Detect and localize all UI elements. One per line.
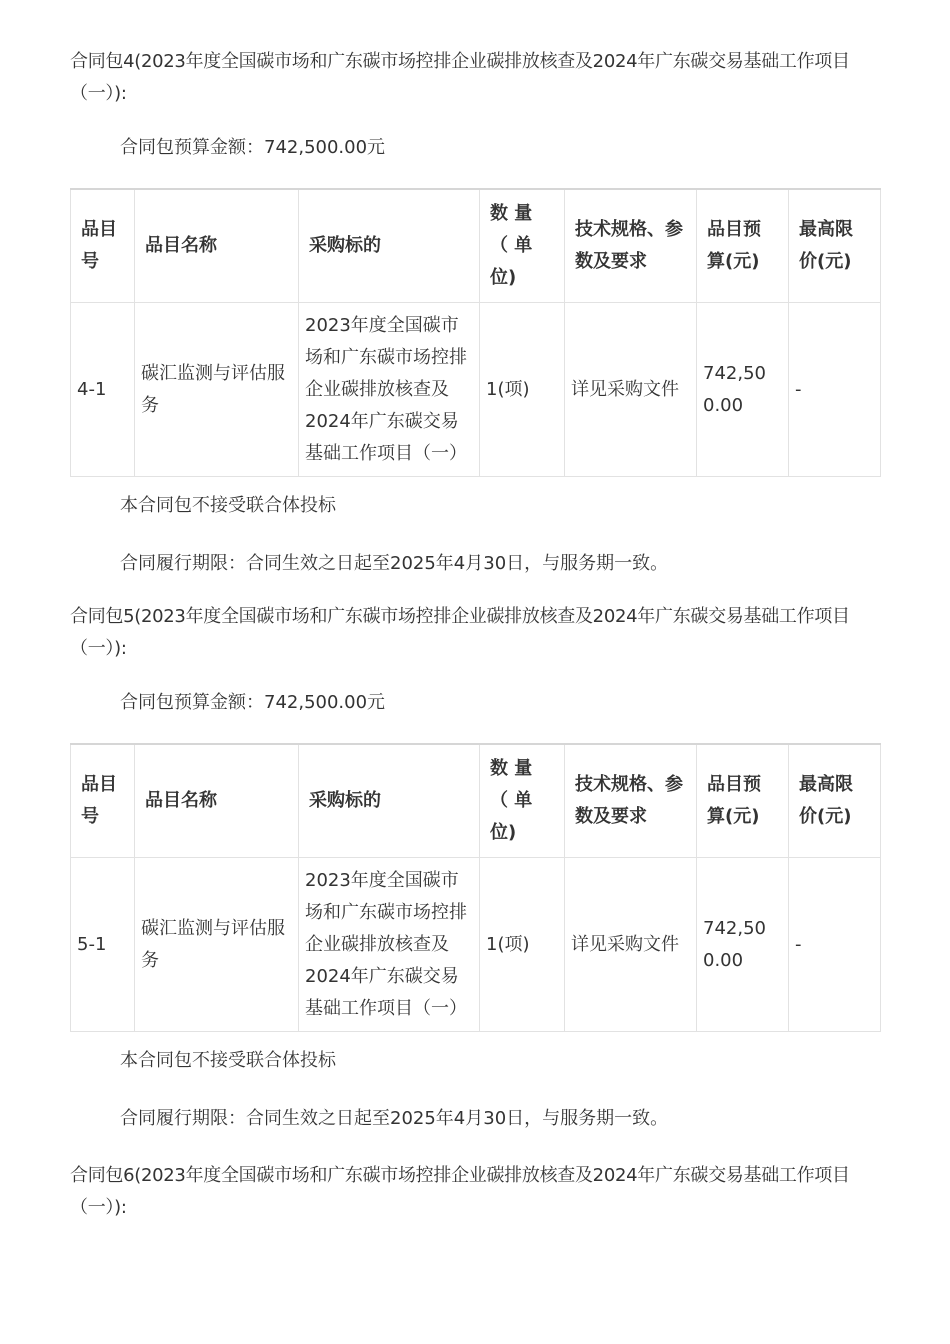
table-header-row [71,189,881,303]
header-budget: 品目预算(元) [697,189,789,303]
header-target: 采购标的 [299,744,480,858]
package-title: 合同包6(2023年度全国碳市场和广东碳市场控排企业碳排放核查及2024年广东碳交易基础工作项目（一）): [70,1165,850,1218]
cell-item-no: 4-1 [71,303,135,477]
header-item-no: 品目号 [71,744,135,858]
document-body [70,46,880,1224]
contract-package-4 [70,46,880,579]
cell-target: 2023年度全国碳市场和广东碳市场控排企业碳排放核查及2024年广东碳交易基础工作项目（一） [299,303,480,477]
consortium-note: 本合同包不接受联合体投标 [120,1050,336,1071]
header-spec: 技术规格、参数及要求 [565,744,697,858]
package-budget: 合同包预算金额：742,500.00元 [120,692,386,713]
cell-item-name: 碳汇监测与评估服务 [135,303,299,477]
cell-qty: 1(项) [480,303,565,477]
header-max-price: 最高限价(元) [789,189,881,303]
cell-spec: 详见采购文件 [565,858,697,1032]
package-budget: 合同包预算金额：742,500.00元 [120,137,386,158]
header-budget: 品目预算(元) [697,744,789,858]
package-title: 合同包5(2023年度全国碳市场和广东碳市场控排企业碳排放核查及2024年广东碳交易基础工作项目（一）): [70,606,850,659]
cell-spec: 详见采购文件 [565,303,697,477]
contract-package-6 [70,1160,880,1224]
contract-term-note: 合同履行期限：合同生效之日起至2025年4月30日，与服务期一致。 [120,553,669,574]
header-qty: 数 量 （ 单 位) [480,744,565,858]
table-header-row [71,744,881,858]
header-qty: 数 量 （ 单 位) [480,189,565,303]
cell-item-name: 碳汇监测与评估服务 [135,858,299,1032]
table-row [71,858,881,1032]
header-item-name: 品目名称 [135,189,299,303]
cell-max-price: - [789,858,881,1032]
items-table [70,188,881,477]
cell-qty: 1(项) [480,858,565,1032]
header-spec: 技术规格、参数及要求 [565,189,697,303]
cell-target: 2023年度全国碳市场和广东碳市场控排企业碳排放核查及2024年广东碳交易基础工作项目（一） [299,858,480,1032]
header-item-no: 品目号 [71,189,135,303]
cell-budget: 742,500.00 [697,858,789,1032]
contract-package-5 [70,601,880,1134]
cell-max-price: - [789,303,881,477]
header-target: 采购标的 [299,189,480,303]
table-row [71,303,881,477]
header-item-name: 品目名称 [135,744,299,858]
cell-budget: 742,500.00 [697,303,789,477]
cell-item-no: 5-1 [71,858,135,1032]
package-title: 合同包4(2023年度全国碳市场和广东碳市场控排企业碳排放核查及2024年广东碳交易基础工作项目（一）): [70,51,850,104]
header-max-price: 最高限价(元) [789,744,881,858]
contract-term-note: 合同履行期限：合同生效之日起至2025年4月30日，与服务期一致。 [120,1108,669,1129]
items-table [70,743,881,1032]
consortium-note: 本合同包不接受联合体投标 [120,495,336,516]
